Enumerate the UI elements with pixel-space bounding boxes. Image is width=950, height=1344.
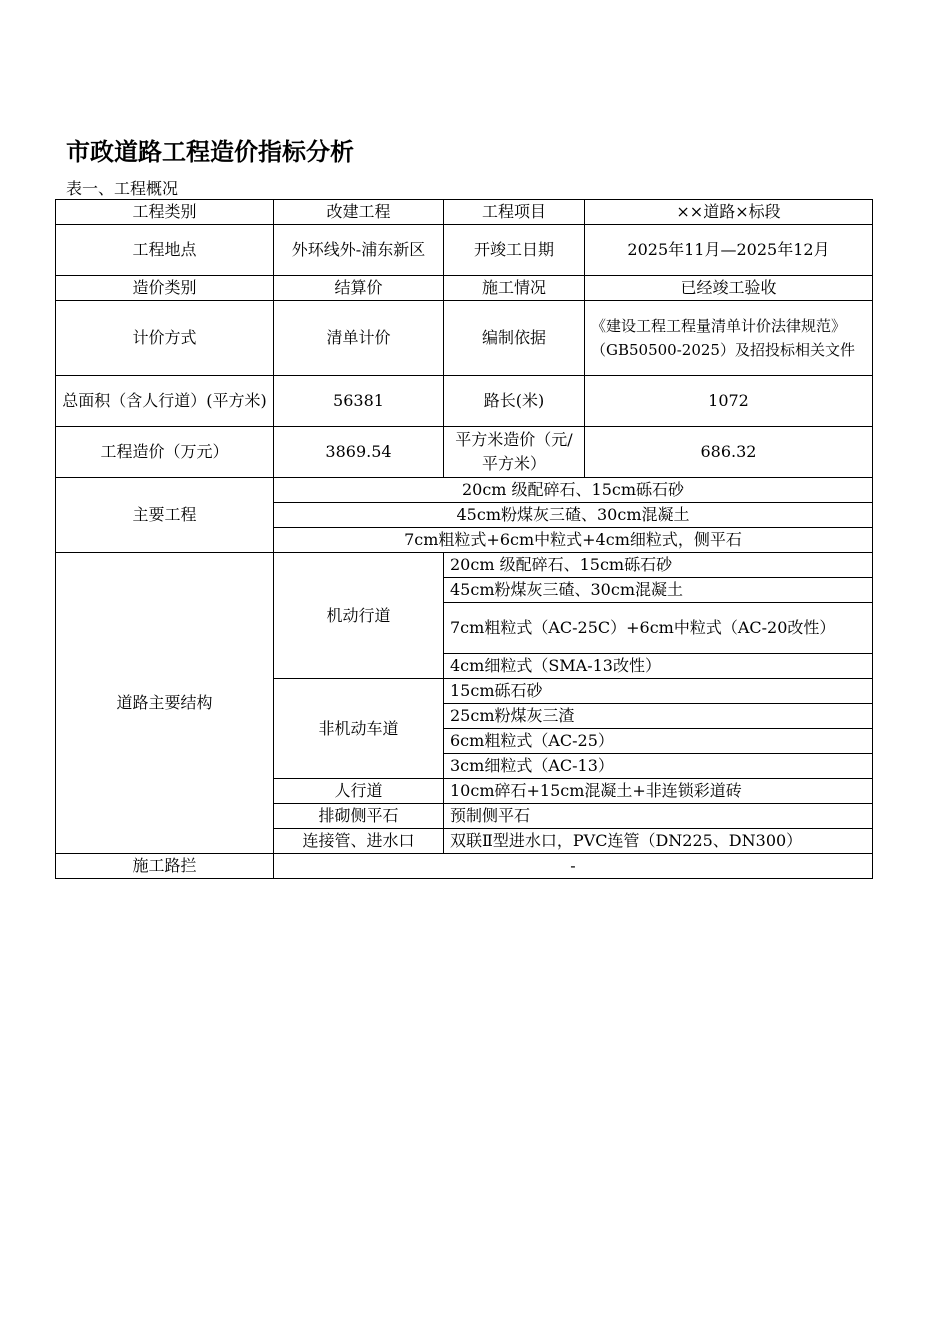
- non-motor-lane-label: 非机动车道: [274, 679, 444, 779]
- project-item-label: 工程项目: [444, 200, 585, 225]
- cost-label: 工程造价（万元）: [56, 427, 274, 478]
- sidewalk-value: 10cm碎石+15cm混凝土+非连锁彩道砖: [444, 779, 873, 804]
- non-motor-lane-layer: 3cm细粒式（AC-13）: [444, 754, 873, 779]
- pipe-value: 双联Ⅱ型进水口，PVC连管（DN225、DN300）: [444, 829, 873, 854]
- basis-value: 《建设工程工程量清单计价法律规范》（GB50500-2025）及招投标相关文件: [585, 301, 873, 376]
- project-category-label: 工程类别: [56, 200, 274, 225]
- basis-label: 编制依据: [444, 301, 585, 376]
- pricing-method-value: 清单计价: [274, 301, 444, 376]
- location-label: 工程地点: [56, 225, 274, 276]
- schedule-label: 开竣工日期: [444, 225, 585, 276]
- non-motor-lane-layer: 15cm砾石砂: [444, 679, 873, 704]
- motor-lane-layer: 4cm细粒式（SMA-13改性）: [444, 654, 873, 679]
- construction-status-value: 已经竣工验收: [585, 276, 873, 301]
- construction-status-label: 施工情况: [444, 276, 585, 301]
- table-caption: 表一、工程概况: [66, 179, 179, 198]
- structure-label: 道路主要结构: [56, 553, 274, 854]
- unit-cost-value: 686.32: [585, 427, 873, 478]
- barrier-label: 施工路拦: [56, 854, 274, 879]
- road-length-label: 路长(米): [444, 376, 585, 427]
- overview-table: [55, 199, 873, 879]
- main-works-label: 主要工程: [56, 478, 274, 553]
- main-works-item: 20cm 级配碎石、15cm砾石砂: [274, 478, 873, 503]
- location-value: 外环线外-浦东新区: [274, 225, 444, 276]
- motor-lane-layer: 7cm粗粒式（AC-25C）+6cm中粒式（AC-20改性）: [444, 603, 873, 654]
- area-label: 总面积（含人行道）(平方米): [56, 376, 274, 427]
- project-category-value: 改建工程: [274, 200, 444, 225]
- motor-lane-label: 机动行道: [274, 553, 444, 679]
- curb-value: 预制侧平石: [444, 804, 873, 829]
- sidewalk-label: 人行道: [274, 779, 444, 804]
- motor-lane-layer: 20cm 级配碎石、15cm砾石砂: [444, 553, 873, 578]
- curb-label: 排砌侧平石: [274, 804, 444, 829]
- pricing-method-label: 计价方式: [56, 301, 274, 376]
- motor-lane-layer: 45cm粉煤灰三碴、30cm混凝土: [444, 578, 873, 603]
- schedule-value: 2025年11月—2025年12月: [585, 225, 873, 276]
- barrier-value: -: [274, 854, 873, 879]
- main-works-item: 7cm粗粒式+6cm中粒式+4cm细粒式，侧平石: [274, 528, 873, 553]
- non-motor-lane-layer: 6cm粗粒式（AC-25）: [444, 729, 873, 754]
- unit-cost-label: 平方米造价（元/平方米）: [444, 427, 585, 478]
- cost-value: 3869.54: [274, 427, 444, 478]
- cost-type-value: 结算价: [274, 276, 444, 301]
- main-works-item: 45cm粉煤灰三碴、30cm混凝土: [274, 503, 873, 528]
- area-value: 56381: [274, 376, 444, 427]
- page-title: 市政道路工程造价指标分析: [66, 138, 354, 166]
- pipe-label: 连接管、进水口: [274, 829, 444, 854]
- cost-type-label: 造价类别: [56, 276, 274, 301]
- road-length-value: 1072: [585, 376, 873, 427]
- project-item-value: ××道路×标段: [585, 200, 873, 225]
- non-motor-lane-layer: 25cm粉煤灰三渣: [444, 704, 873, 729]
